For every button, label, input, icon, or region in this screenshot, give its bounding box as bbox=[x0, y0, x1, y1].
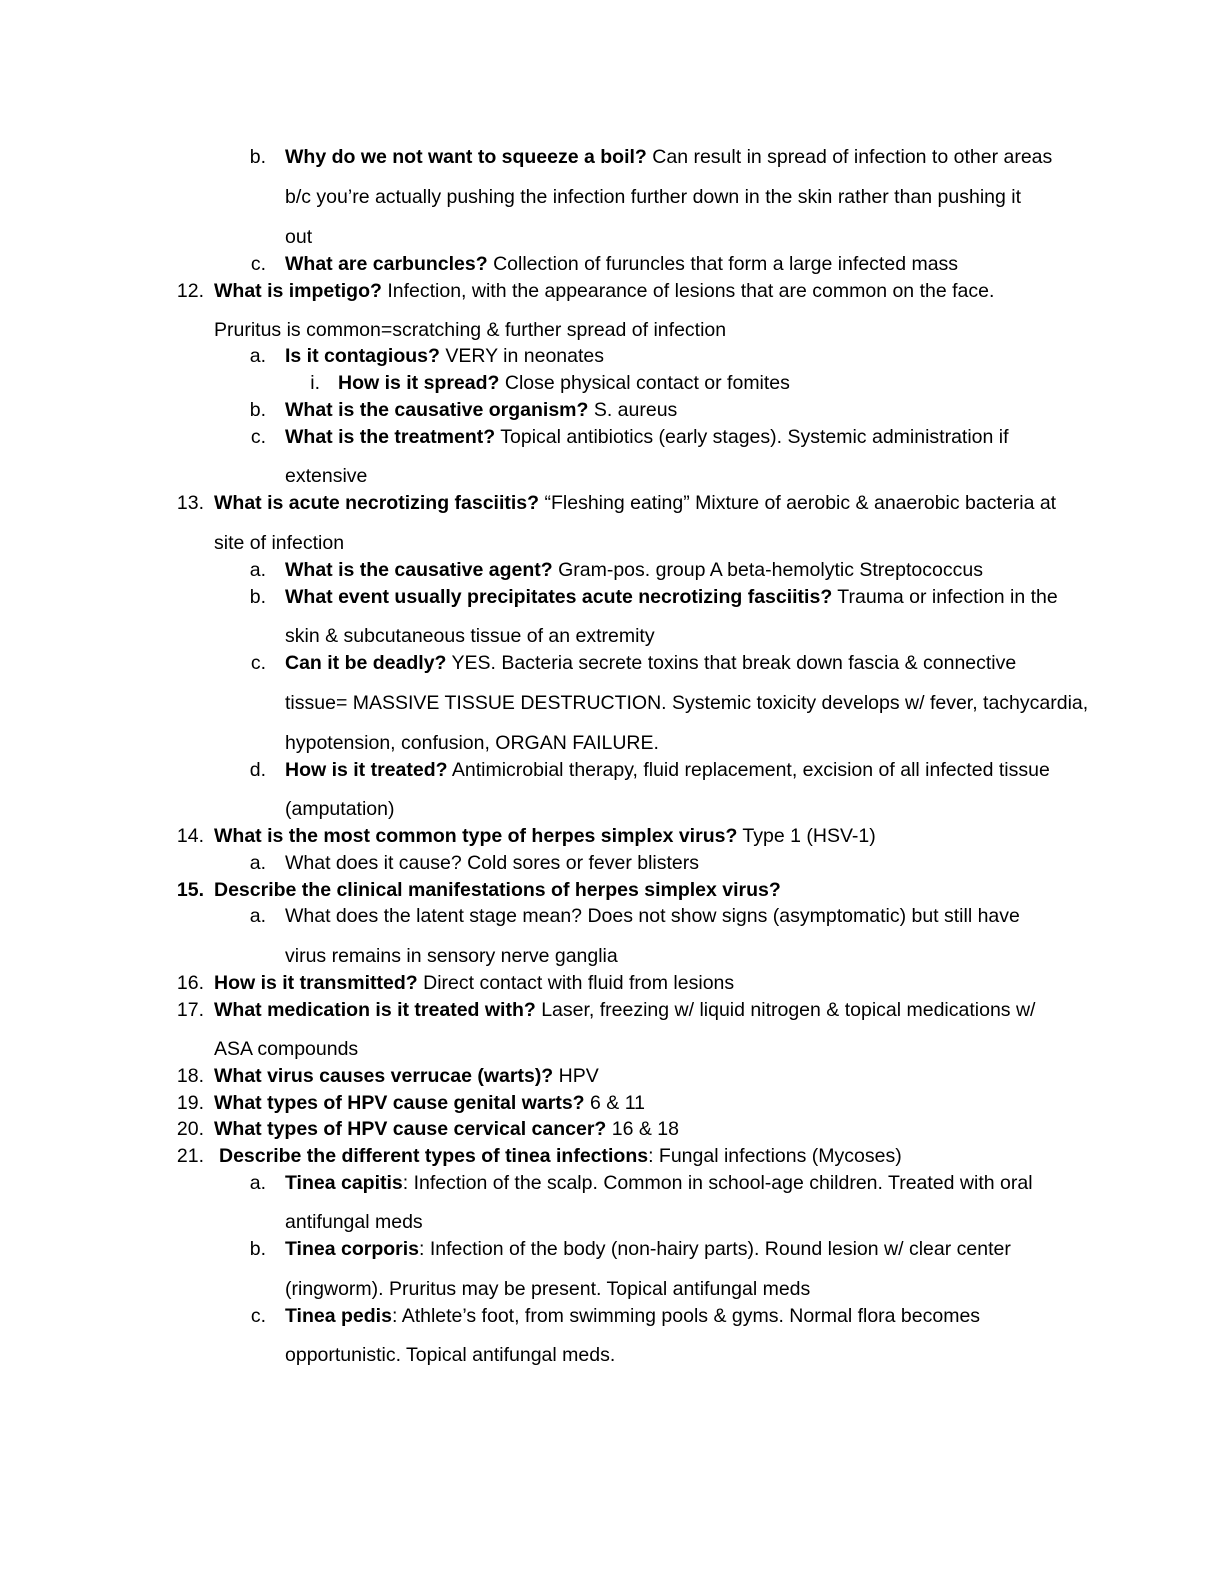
list-item-manifestations bbox=[214, 881, 781, 901]
continuation-line: ASA compounds bbox=[214, 1038, 359, 1060]
answer: “Fleshing eating” Mixture of aerobic & anaerobic bacteria at bbox=[539, 492, 1057, 514]
list-marker: a. bbox=[249, 852, 266, 874]
list-item-contagious bbox=[285, 347, 604, 367]
continuation-line: opportunistic. Topical antifungal meds. bbox=[285, 1344, 616, 1366]
answer: : Infection of the body (non-hairy parts). Round lesion w/ clear center bbox=[419, 1238, 1011, 1260]
list-marker: 18. bbox=[176, 1065, 204, 1087]
list-marker: b. bbox=[249, 399, 266, 421]
answer: Direct contact with fluid from lesions bbox=[417, 972, 735, 994]
continuation-line: (amputation) bbox=[285, 798, 395, 820]
question: What is impetigo? bbox=[214, 280, 382, 302]
question: What types of HPV cause genital warts? bbox=[214, 1092, 585, 1114]
list-item-tinea-pedis bbox=[285, 1307, 980, 1327]
list-marker: 14. bbox=[176, 825, 204, 847]
list-item-tinea-capitis bbox=[285, 1174, 1033, 1194]
answer: Laser, freezing w/ liquid nitrogen & topical medications w/ bbox=[535, 999, 1036, 1021]
list-item-genital-warts bbox=[214, 1094, 645, 1114]
list-marker: i. bbox=[310, 372, 320, 394]
list-item-boil bbox=[285, 148, 1052, 168]
answer: Infection, with the appearance of lesions that are common on the face. bbox=[381, 280, 995, 302]
list-marker: 20. bbox=[176, 1118, 204, 1140]
list-item-cause: What does it cause? Cold sores or fever blisters bbox=[285, 852, 700, 874]
list-marker: b. bbox=[249, 146, 266, 168]
list-marker: c. bbox=[250, 652, 266, 674]
list-marker: c. bbox=[250, 426, 266, 448]
question: What is acute necrotizing fasciitis? bbox=[214, 492, 540, 514]
list-item-tinea-corporis bbox=[285, 1240, 1011, 1260]
answer: Gram-pos. group A beta-hemolytic Streptococcus bbox=[552, 559, 983, 581]
answer: : Fungal infections (Mycoses) bbox=[648, 1145, 902, 1167]
answer: 6 & 11 bbox=[584, 1092, 645, 1114]
continuation-line: skin & subcutaneous tissue of an extremity bbox=[285, 625, 655, 647]
question: What event usually precipitates acute necrotizing fasciitis? bbox=[285, 586, 833, 608]
list-marker: 17. bbox=[176, 999, 204, 1021]
list-marker: 15. bbox=[176, 879, 204, 901]
list-item-herpes-type bbox=[214, 827, 876, 847]
answer: YES. Bacteria secrete toxins that break down fascia & connective bbox=[446, 652, 1017, 674]
question: Tinea capitis bbox=[285, 1172, 403, 1194]
list-item-impetigo bbox=[214, 282, 994, 302]
question: How is it treated? bbox=[285, 759, 448, 781]
list-marker: c. bbox=[250, 1305, 266, 1327]
answer: : Infection of the scalp. Common in school-age children. Treated with oral bbox=[402, 1172, 1033, 1194]
continuation-line: Pruritus is common=scratching & further spread of infection bbox=[214, 319, 727, 341]
continuation-line: tissue= MASSIVE TISSUE DESTRUCTION. Systemic toxicity develops w/ fever, tachycardia, bbox=[285, 692, 1089, 714]
question: What medication is it treated with? bbox=[214, 999, 536, 1021]
continuation-line: virus remains in sensory nerve ganglia bbox=[285, 945, 618, 967]
list-item-agent bbox=[285, 561, 983, 581]
question: Can it be deadly? bbox=[285, 652, 447, 674]
list-marker: a. bbox=[249, 345, 266, 367]
continuation-line: antifungal meds bbox=[285, 1211, 423, 1233]
list-marker: 16. bbox=[176, 972, 204, 994]
answer: 16 & 18 bbox=[606, 1118, 679, 1140]
list-item-transmitted bbox=[214, 974, 734, 994]
list-marker: b. bbox=[249, 1238, 266, 1260]
answer: S. aureus bbox=[588, 399, 678, 421]
answer: Antimicrobial therapy, fluid replacement, excision of all infected tissue bbox=[447, 759, 1050, 781]
question: Describe the clinical manifestations of herpes simplex virus? bbox=[214, 879, 781, 901]
answer: HPV bbox=[553, 1065, 599, 1087]
answer: Topical antibiotics (early stages). Systemic administration if bbox=[495, 426, 1009, 448]
list-marker: d. bbox=[249, 759, 266, 781]
answer: Trauma or infection in the bbox=[832, 586, 1058, 608]
question: How is it transmitted? bbox=[214, 972, 418, 994]
continuation-line: hypotension, confusion, ORGAN FAILURE. bbox=[285, 732, 659, 754]
continuation-line: extensive bbox=[285, 465, 368, 487]
list-item-medication bbox=[214, 1001, 1035, 1021]
list-item-fasciitis bbox=[214, 494, 1056, 514]
list-item-organism bbox=[285, 401, 677, 421]
question: Why do we not want to squeeze a boil? bbox=[285, 146, 647, 168]
list-marker: 13. bbox=[176, 492, 204, 514]
list-item-tinea bbox=[219, 1147, 902, 1167]
question: How is it spread? bbox=[338, 372, 500, 394]
question: Tinea pedis bbox=[285, 1305, 392, 1327]
list-marker: 21. bbox=[176, 1145, 204, 1167]
list-item-carbuncles bbox=[285, 255, 958, 275]
continuation-line: site of infection bbox=[214, 532, 345, 554]
answer: Close physical contact or fomites bbox=[499, 372, 790, 394]
list-marker: b. bbox=[249, 586, 266, 608]
question: What virus causes verrucae (warts)? bbox=[214, 1065, 554, 1087]
question: Tinea corporis bbox=[285, 1238, 420, 1260]
question: What is the treatment? bbox=[285, 426, 496, 448]
question: What is the most common type of herpes simplex virus? bbox=[214, 825, 738, 847]
list-item-spread bbox=[338, 374, 790, 394]
list-item-treatment bbox=[285, 428, 1009, 448]
question: What is the causative agent? bbox=[285, 559, 553, 581]
answer: VERY in neonates bbox=[439, 345, 605, 367]
question: What types of HPV cause cervical cancer? bbox=[214, 1118, 607, 1140]
question: What is the causative organism? bbox=[285, 399, 589, 421]
continuation-line: out bbox=[285, 226, 313, 248]
list-item-treated bbox=[285, 761, 1050, 781]
answer: Can result in spread of infection to other areas bbox=[646, 146, 1053, 168]
list-marker: a. bbox=[249, 1172, 266, 1194]
question: Is it contagious? bbox=[285, 345, 440, 367]
question: What are carbuncles? bbox=[285, 253, 488, 275]
list-item-latent: What does the latent stage mean? Does not show signs (asymptomatic) but still have bbox=[285, 905, 1020, 927]
answer: Type 1 (HSV-1) bbox=[737, 825, 876, 847]
continuation-line: b/c you’re actually pushing the infection further down in the skin rather than pushing it bbox=[285, 186, 1022, 208]
list-item-precipitates bbox=[285, 588, 1058, 608]
list-item-deadly bbox=[285, 654, 1016, 674]
list-item-verrucae bbox=[214, 1067, 599, 1087]
list-marker: 19. bbox=[176, 1092, 204, 1114]
list-marker: a. bbox=[249, 559, 266, 581]
continuation-line: (ringworm). Pruritus may be present. Topical antifungal meds bbox=[285, 1278, 811, 1300]
question: Describe the different types of tinea infections bbox=[219, 1145, 649, 1167]
list-marker: a. bbox=[249, 905, 266, 927]
list-item-cervical-cancer bbox=[214, 1120, 679, 1140]
list-marker: c. bbox=[250, 253, 266, 275]
list-marker: 12. bbox=[176, 280, 204, 302]
answer: Collection of furuncles that form a large infected mass bbox=[487, 253, 959, 275]
answer: : Athlete’s foot, from swimming pools & gyms. Normal flora becomes bbox=[391, 1305, 981, 1327]
